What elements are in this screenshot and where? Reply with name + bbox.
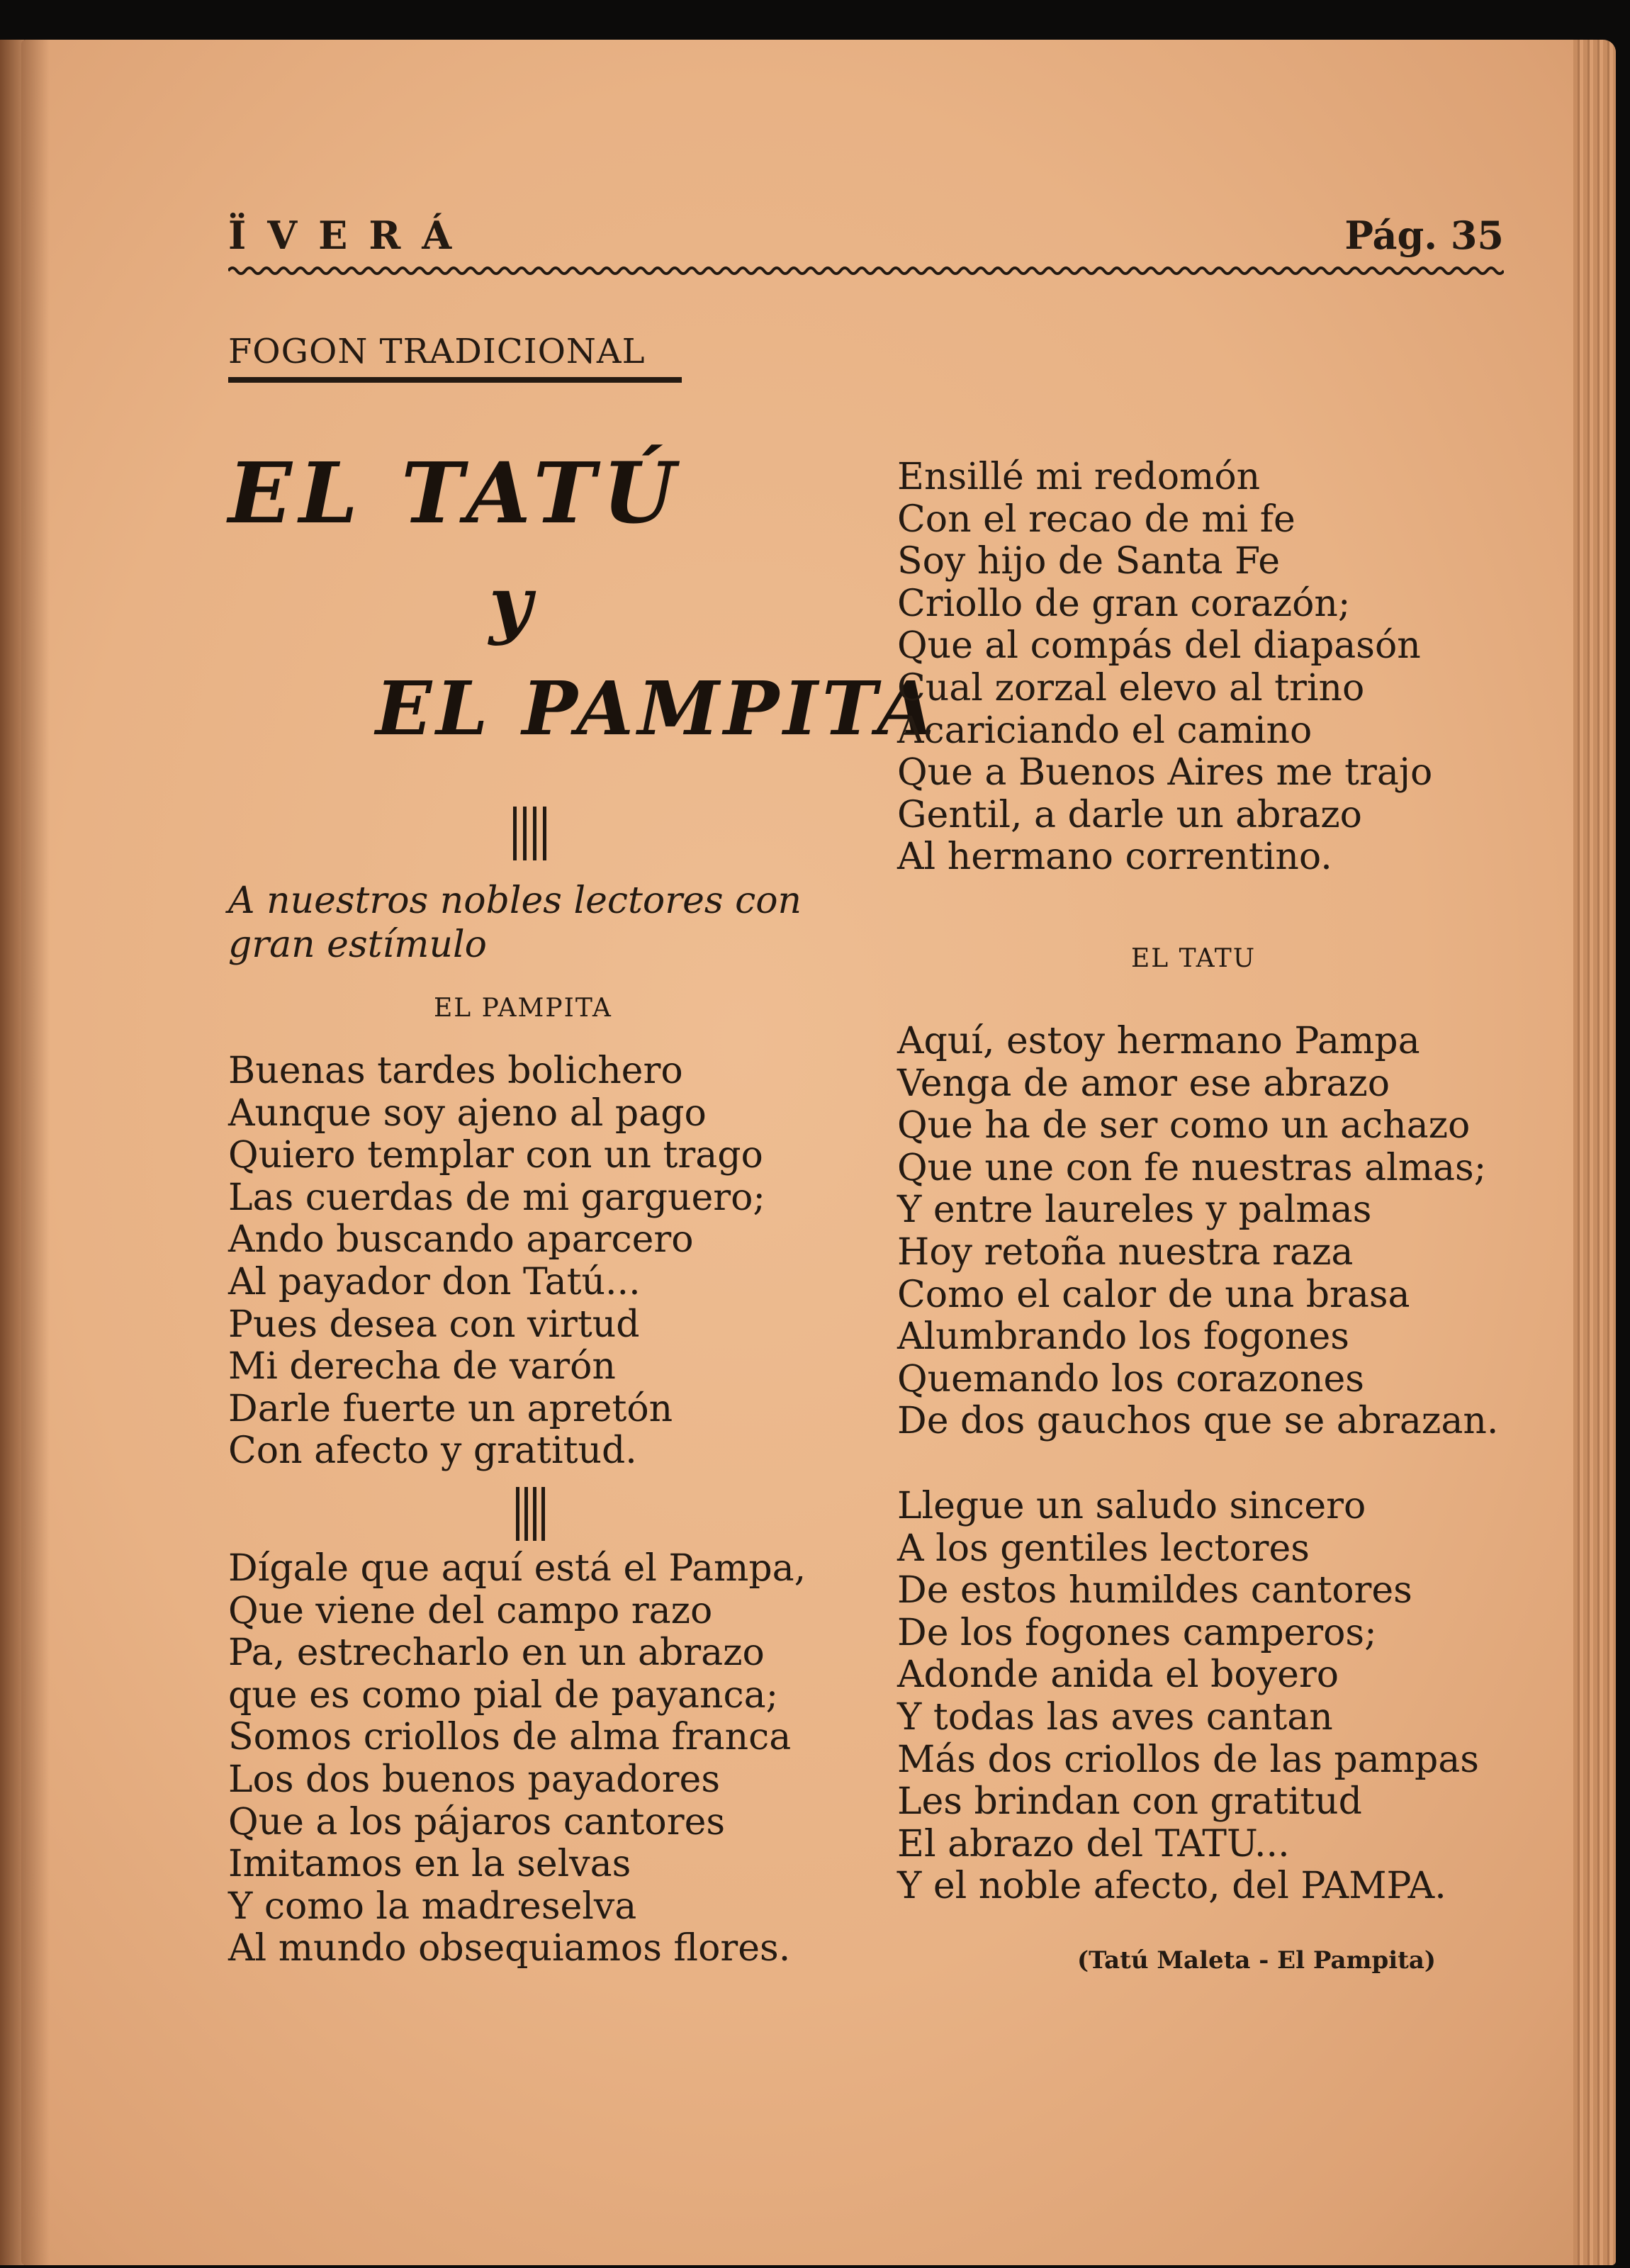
verse-line: Ensillé mi redomón (897, 456, 1261, 498)
verse-line: que es como pial de payanca; (228, 1673, 779, 1717)
verse-line: Llegue un saludo sincero (897, 1485, 1366, 1527)
verse-line: Darle fuerte un apretón (228, 1387, 673, 1430)
verse-line: Dígale que aquí está el Pampa, (228, 1547, 806, 1590)
magazine-name: ÏVERÁ (228, 213, 473, 258)
verse-line: Y todas las aves cantan (897, 1695, 1333, 1739)
verse-line: Pa, estrecharlo en un abrazo (228, 1632, 765, 1675)
speaker-label-pampita: EL PAMPITA (434, 994, 612, 1023)
verse-line: De dos gauchos que se abrazan. (897, 1400, 1499, 1443)
poem-title-line1: EL TATÚ (228, 444, 683, 542)
wavy-rule (228, 264, 1504, 278)
verse-line: Al hermano correntino. (897, 836, 1332, 879)
verse-line: Con afecto y gratitud. (228, 1430, 637, 1473)
section-title: FOGON TRADICIONAL (228, 332, 646, 371)
verse-line: Somos criollos de alma franca (228, 1716, 792, 1759)
verse-line: Más dos criollos de las pampas (897, 1738, 1479, 1781)
verse-line: Venga de amor ese abrazo (897, 1062, 1390, 1105)
verse-line: Y como la madreselva (228, 1885, 637, 1928)
verse-line: Al payador don Tatú... (228, 1260, 641, 1303)
verse-line: Buenas tardes bolichero (228, 1050, 683, 1092)
verse-line: Soy hijo de Santa Fe (897, 540, 1281, 583)
verse-line: Acariciando el camino (897, 709, 1313, 752)
verse-line: Que a los pájaros cantores (228, 1800, 726, 1843)
verse-line: Con el recao de mi fe (897, 498, 1295, 541)
verse-line: Los dos buenos payadores (228, 1758, 721, 1801)
section-underline (228, 377, 682, 383)
verse-line: Que al compás del diapasón (897, 624, 1421, 668)
verse-line: Cual zorzal elevo al trino (897, 666, 1365, 709)
verse-line: Al mundo obsequiamos flores. (228, 1927, 791, 1970)
verse-line: El abrazo del TATU... (897, 1822, 1290, 1865)
stanza-tatu-1 (897, 1021, 1498, 1443)
dedication: A nuestros nobles lectores con gran estímulo (228, 880, 802, 966)
verse-line: Aunque soy ajeno al pago (228, 1091, 707, 1135)
verse-line: Aquí, estoy hermano Pampa (897, 1020, 1420, 1062)
ornament-ticks (513, 807, 556, 860)
verse-line: De estos humildes cantores (897, 1569, 1412, 1612)
stanza-pampita-3 (897, 456, 1432, 879)
verse-line: Adonde anida el boyero (897, 1654, 1339, 1697)
page-number: Pág. 35 (1344, 213, 1504, 258)
stanza-tatu-2 (897, 1486, 1479, 1908)
verse-line: Criollo de gran corazón; (897, 582, 1351, 625)
verse-line: Quemando los corazones (897, 1357, 1364, 1400)
running-header (228, 213, 1504, 262)
poem-title-line2: EL PAMPITA (376, 665, 939, 752)
verse-line: Imitamos en la selvas (228, 1843, 631, 1886)
verse-line: De los fogones camperos; (897, 1611, 1377, 1654)
ornament-ticks (516, 1487, 558, 1541)
verse-line: Que viene del campo razo (228, 1589, 713, 1632)
verse-line: Y entre laureles y palmas (897, 1189, 1372, 1232)
stanza-pampita-1 (228, 1050, 765, 1473)
verse-line: Hoy retoña nuestra raza (897, 1230, 1354, 1274)
verse-line: Quiero templar con un trago (228, 1134, 763, 1177)
verse-line: Como el calor de una brasa (897, 1273, 1410, 1316)
stanza-pampita-2 (228, 1548, 806, 1970)
verse-line: Pues desea con virtud (228, 1303, 640, 1346)
verse-line: Que ha de ser como un achazo (897, 1104, 1471, 1147)
verse-line: Que une con fe nuestras almas; (897, 1146, 1487, 1189)
verse-line: Las cuerdas de mi garguero; (228, 1176, 765, 1219)
verse-line: Gentil, a darle un abrazo (897, 793, 1362, 836)
speaker-label-tatu: EL TATU (1131, 944, 1257, 973)
poem-credit: (Tatú Maleta - El Pampita) (1077, 1946, 1436, 1975)
verse-line: Que a Buenos Aires me trajo (897, 751, 1433, 795)
verse-line: Mi derecha de varón (228, 1345, 616, 1388)
verse-line: A los gentiles lectores (897, 1527, 1310, 1570)
book-spine (0, 40, 24, 2265)
verse-line: Les brindan con gratitud (897, 1780, 1362, 1824)
verse-line: Ando buscando aparcero (228, 1218, 694, 1262)
poem-title-conjunction: y (489, 560, 532, 647)
verse-line: Y el noble afecto, del PAMPA. (897, 1865, 1446, 1908)
verse-line: Alumbrando los fogones (897, 1315, 1349, 1359)
